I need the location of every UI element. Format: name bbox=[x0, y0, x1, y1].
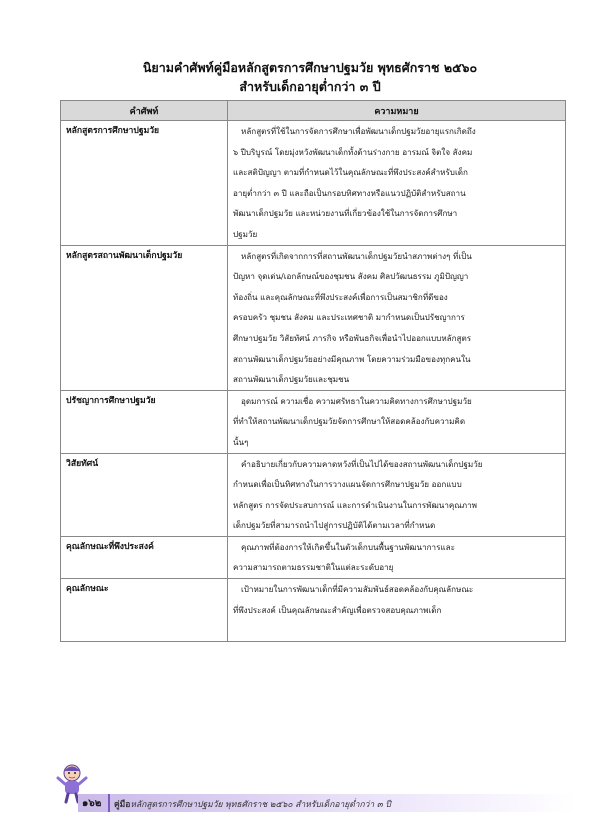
definition-line: คำอธิบายเกี่ยวกับความคาดหวังที่เป็นไปได้ของสถานพัฒนาเด็กปฐมวัย bbox=[241, 458, 483, 469]
definition-cell bbox=[228, 245, 566, 390]
footer-separator bbox=[108, 794, 110, 812]
definition-line: เด็กปฐมวัยที่สามารถนำไปสู่การปฏิบัติได้ตามเวลาที่กำหนด bbox=[233, 520, 436, 531]
definition-line: ปัญหา จุดเด่น/เอกลักษณ์ของชุมชน สังคม ศิลปวัฒนธรรม ภูมิปัญญา bbox=[233, 271, 469, 282]
definition-line: คุณภาพที่ต้องการให้เกิดขึ้นในตัวเด็กบนพื้นฐานพัฒนาการและ bbox=[241, 541, 455, 552]
definition-line: สถานพัฒนาเด็กปฐมวัยอย่างมีคุณภาพ โดยความร่วมมือของทุกคนใน bbox=[233, 353, 471, 364]
glossary-table bbox=[60, 100, 566, 642]
glossary-body bbox=[61, 121, 566, 642]
definition-line: ที่พึงประสงค์ เป็นคุณลักษณะสำคัญเพื่อตรวจสอบคุณภาพเด็ก bbox=[233, 604, 442, 615]
definition-line: ศึกษาปฐมวัย วิสัยทัศน์ ภารกิจ หรือพันธกิจเพื่อนำไปออกแบบหลักสูตร bbox=[233, 332, 472, 343]
footer-caption bbox=[114, 797, 391, 811]
definition-cell bbox=[228, 390, 566, 453]
term-cell: หลักสูตรสถานพัฒนาเด็กปฐมวัย bbox=[61, 245, 228, 390]
page-number: ๑๖๒ bbox=[82, 798, 102, 809]
table-row bbox=[61, 390, 566, 453]
table-row bbox=[61, 536, 566, 578]
definition-line bbox=[233, 620, 561, 641]
definition-line: ปฐมวัย bbox=[233, 228, 258, 239]
definition-cell bbox=[228, 121, 566, 246]
definition-line: หลักสูตร การจัดประสบการณ์ และการดำเนินงานในการพัฒนาคุณภาพ bbox=[233, 499, 478, 510]
definition-cell bbox=[228, 579, 566, 642]
definition-cell bbox=[228, 453, 566, 536]
term-cell: วิสัยทัศน์ bbox=[61, 453, 228, 536]
table-row bbox=[61, 579, 566, 642]
table-row bbox=[61, 453, 566, 536]
page-title bbox=[60, 58, 560, 96]
definition-line: นั้นๆ bbox=[233, 436, 249, 447]
table-header-row bbox=[61, 101, 566, 121]
term-cell: คุณลักษณะที่พึงประสงค์ bbox=[61, 536, 228, 578]
definition-line: สถานพัฒนาเด็กปฐมวัยและชุมชน bbox=[233, 374, 350, 385]
table-row bbox=[61, 245, 566, 390]
table-row bbox=[61, 121, 566, 246]
definition-line: ท้องถิ่น และคุณลักษณะที่พึงประสงค์เพื่อการเป็นสมาชิกที่ดีของ bbox=[233, 291, 448, 302]
title-line-1: นิยามคำศัพท์คู่มือหลักสูตรการศึกษาปฐมวัย พุทธศักราช ๒๕๖๐ bbox=[142, 60, 478, 75]
definition-line: หลักสูตรที่ใช้ในการจัดการศึกษาเพื่อพัฒนาเด็กปฐมวัยอายุแรกเกิดถึง bbox=[241, 126, 476, 136]
definition-line: อายุต่ำกว่า ๓ ปี และถือเป็นกรอบทิศทางหรือแนวปฏิบัติสำหรับสถาน bbox=[233, 187, 466, 198]
definition-cell bbox=[228, 536, 566, 578]
title-line-2: สำหรับเด็กอายุต่ำกว่า ๓ ปี bbox=[239, 79, 381, 94]
term-cell: คุณลักษณะ bbox=[61, 579, 228, 642]
footer-caption-text: หลักสูตรการศึกษาปฐมวัย พุทธศักราช ๒๕๖๐ สำหรับเด็กอายุต่ำกว่า ๓ ปี bbox=[130, 800, 391, 810]
definition-line: และสติปัญญา ตามที่กำหนดไว้ในคุณลักษณะที่พึงประสงค์สำหรับเด็ก bbox=[233, 167, 468, 178]
header-meaning: ความหมาย bbox=[228, 101, 566, 121]
header-term: คำศัพท์ bbox=[61, 101, 228, 121]
page-footer bbox=[56, 762, 576, 822]
definition-line: อุดมการณ์ ความเชื่อ ความศรัทธาในความคิดทางการศึกษาปฐมวัย bbox=[241, 395, 472, 406]
footer-bar bbox=[78, 794, 576, 812]
term-cell: ปรัชญาการศึกษาปฐมวัย bbox=[61, 390, 228, 453]
definition-line: กำหนดเพื่อเป็นทิศทางในการวางแผนจัดการศึกษาปฐมวัย ออกแบบ bbox=[233, 479, 462, 490]
definition-line: พัฒนาเด็กปฐมวัย และหน่วยงานที่เกี่ยวข้องใช้ในการจัดการศึกษา bbox=[233, 208, 458, 219]
definition-line: ๖ ปีบริบูรณ์ โดยมุ่งหวังพัฒนาเด็กทั้งด้านร่างกาย อารมณ์ จิตใจ สังคม bbox=[233, 146, 473, 157]
definition-line: ครอบครัว ชุมชน สังคม และประเทศชาติ มากำหนดเป็นปรัชญาการ bbox=[233, 312, 465, 323]
definition-line: ที่ทำให้สถานพัฒนาเด็กปฐมวัยจัดการศึกษาให้สอดคล้องกับความคิด bbox=[233, 416, 466, 427]
definition-line: หลักสูตรที่เกิดจากการที่สถานพัฒนาเด็กปฐมวัยนำสภาพต่างๆ ที่เป็น bbox=[241, 250, 472, 261]
term-cell: หลักสูตรการศึกษาปฐมวัย bbox=[61, 121, 228, 246]
footer-caption-prefix: คู่มือ bbox=[114, 800, 131, 810]
definition-line: ความสามารถตามธรรมชาติในแต่ละระดับอายุ bbox=[233, 562, 394, 573]
definition-line: เป้าหมายในการพัฒนาเด็กที่มีความสัมพันธ์สอดคล้องกับคุณลักษณะ bbox=[241, 584, 474, 595]
